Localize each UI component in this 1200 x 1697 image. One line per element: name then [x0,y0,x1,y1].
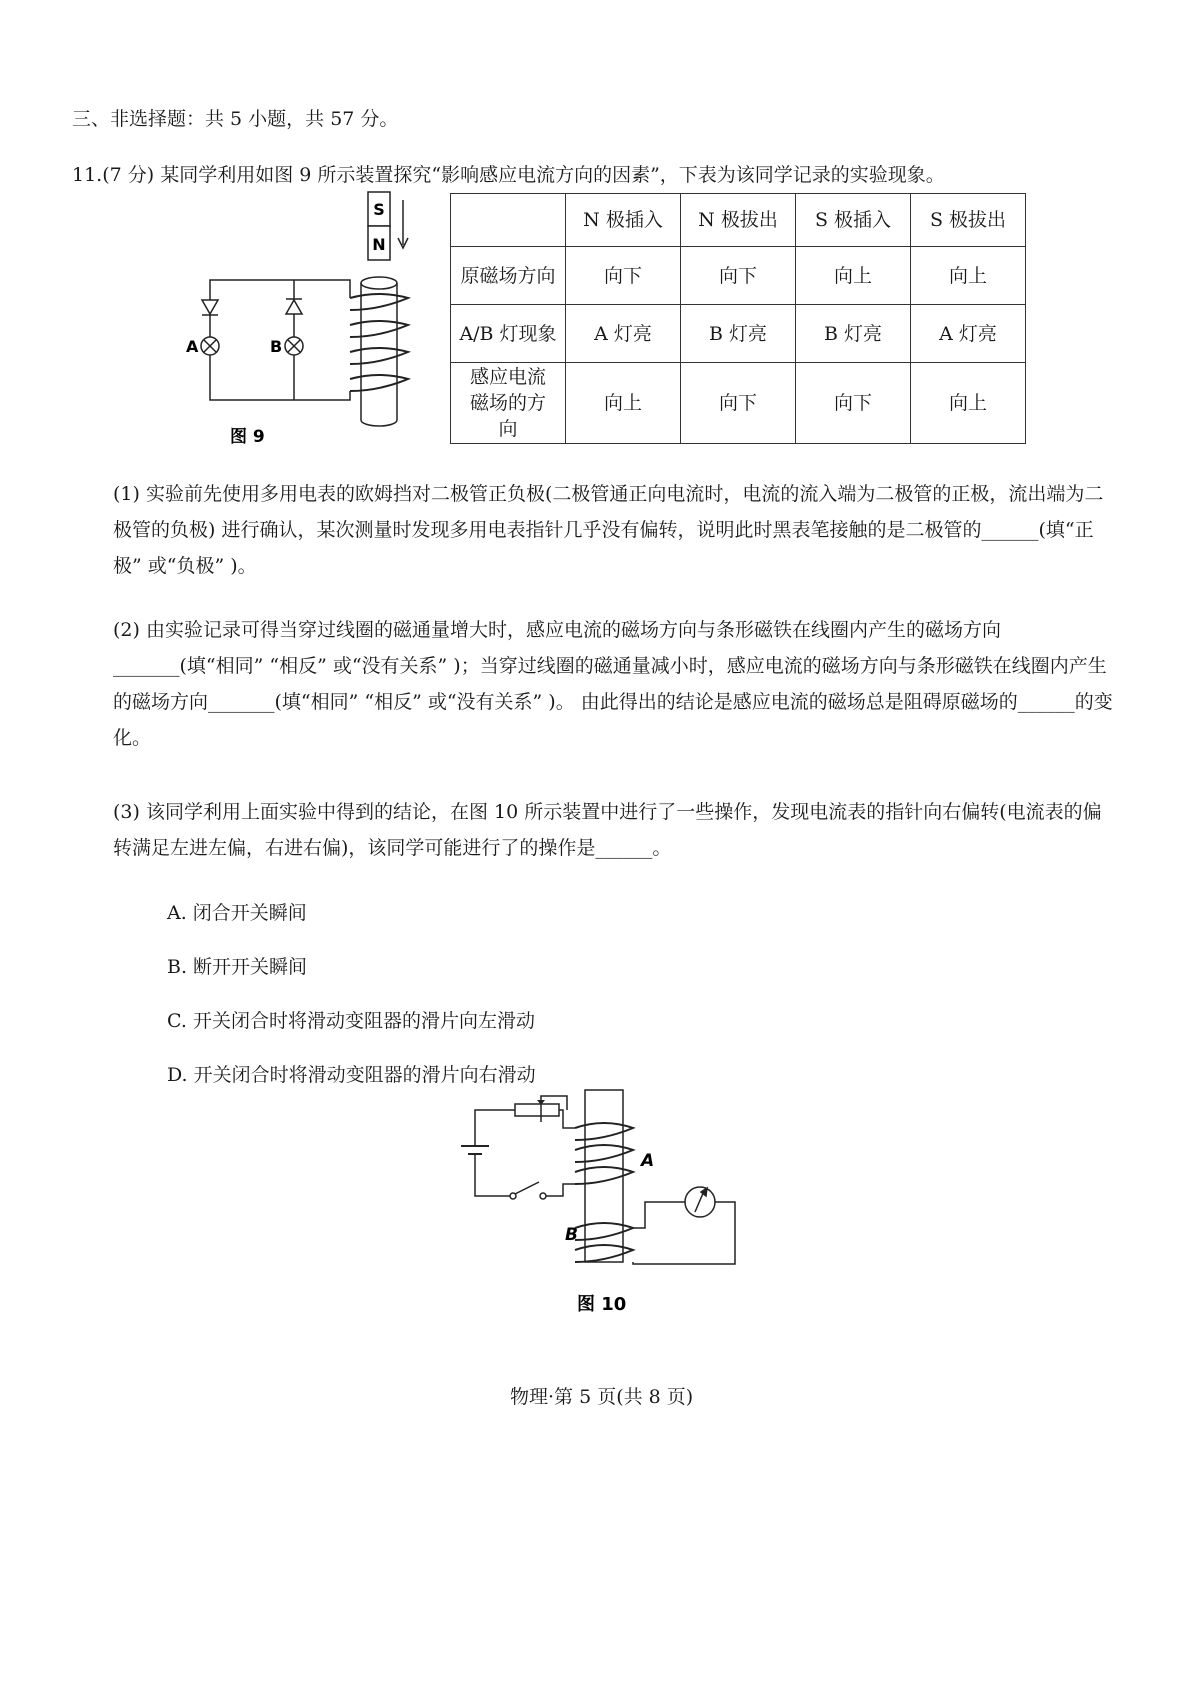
lamp-b [285,337,303,355]
figure-9-caption: 图 9 [230,427,265,447]
table-header-cell: S 极插入 [796,194,911,247]
table-header-cell: N 极插入 [566,194,681,247]
option-c: C. 开关闭合时将滑动变阻器的滑片向左滑动 [167,1010,535,1032]
lamp-a-label: A [186,337,199,356]
question-part-2: (2) 由实验记录可得当穿过线圈的磁通量增大时，感应电流的磁场方向与条形磁铁在线圈内产生的磁场方向_______(填“相同” “相反” 或“没有关系” )；当穿过线圈的磁通量减小时，感应电流的磁场方向与条形磁铁在线圈内产生的磁场方向_______(填“相同” “相反” 或“没有关系” )。 由此得出的结论是感应电流的磁场总是阻碍原磁场的______的变化。 [113,619,1113,749]
table-cell: 原磁场方向 [451,247,566,305]
table-cell: 向上 [566,363,681,444]
table-cell: 向上 [911,363,1026,444]
battery [461,1146,489,1154]
magnet-s-label: S [373,200,385,219]
table-header-cell: N 极拔出 [681,194,796,247]
figure-10-diagram [455,1088,755,1348]
coil-a-label: A [641,1151,655,1171]
magnet-n-label: N [372,235,386,254]
table-cell: 向下 [681,363,796,444]
option-b: B. 断开开关瞬间 [167,956,308,978]
switch [510,1182,546,1199]
galvanometer [685,1187,715,1217]
coil-windings [350,294,408,391]
table-row [451,363,1026,444]
lamp-b-label: B [270,337,283,356]
table-cell: 向下 [566,247,681,305]
section-heading: 三、非选择题：共 5 小题，共 57 分。 [72,108,399,130]
diode-b [286,299,302,314]
question-part-3: (3) 该同学利用上面实验中得到的结论，在图 10 所示装置中进行了一些操作，发现电流表的指针向右偏转(电流表的偏转满足左进左偏，右进右偏)，该同学可能进行了的操作是______。 [113,801,1102,859]
table-cell: A 灯亮 [911,305,1026,363]
experiment-record-table [450,193,1026,444]
page-footer: 物理·第 5 页(共 8 页) [510,1386,694,1408]
table-cell: B 灯亮 [681,305,796,363]
table-cell: 向上 [911,247,1026,305]
figure-9-diagram [180,190,420,450]
table-cell: 向上 [796,247,911,305]
table-cell: B 灯亮 [796,305,911,363]
coil-b-label: B [565,1225,578,1245]
option-a: A. 闭合开关瞬间 [167,902,307,924]
table-row [451,305,1026,363]
diode-a [202,300,218,315]
option-d: D. 开关闭合时将滑动变阻器的滑片向右滑动 [167,1064,536,1086]
rheostat [515,1104,559,1116]
lamp-a [201,337,219,355]
question-intro: 11.(7 分) 某同学利用如图 9 所示装置探究“影响感应电流方向的因素”，下表为该同学记录的实验现象。 [72,164,945,186]
table-header-row [451,194,1026,247]
table-header-cell: S 极拔出 [911,194,1026,247]
table-header-cell [451,194,566,247]
figure-10-caption: 图 10 [577,1294,627,1315]
table-row [451,247,1026,305]
table-cell: 感应电流磁场的方向 [451,363,566,444]
table-cell: 向下 [681,247,796,305]
question-part-1: (1) 实验前先使用多用电表的欧姆挡对二极管正负极(二极管通正向电流时，电流的流入端为二极管的正极，流出端为二极管的负极) 进行确认，某次测量时发现多用电表指针几乎没有偏转，说明此时黑表笔接触的是二极管的______(填“正极” 或“负极” )。 [113,483,1104,577]
table-cell: A/B 灯现象 [451,305,566,363]
table-cell: 向下 [796,363,911,444]
table-cell: A 灯亮 [566,305,681,363]
